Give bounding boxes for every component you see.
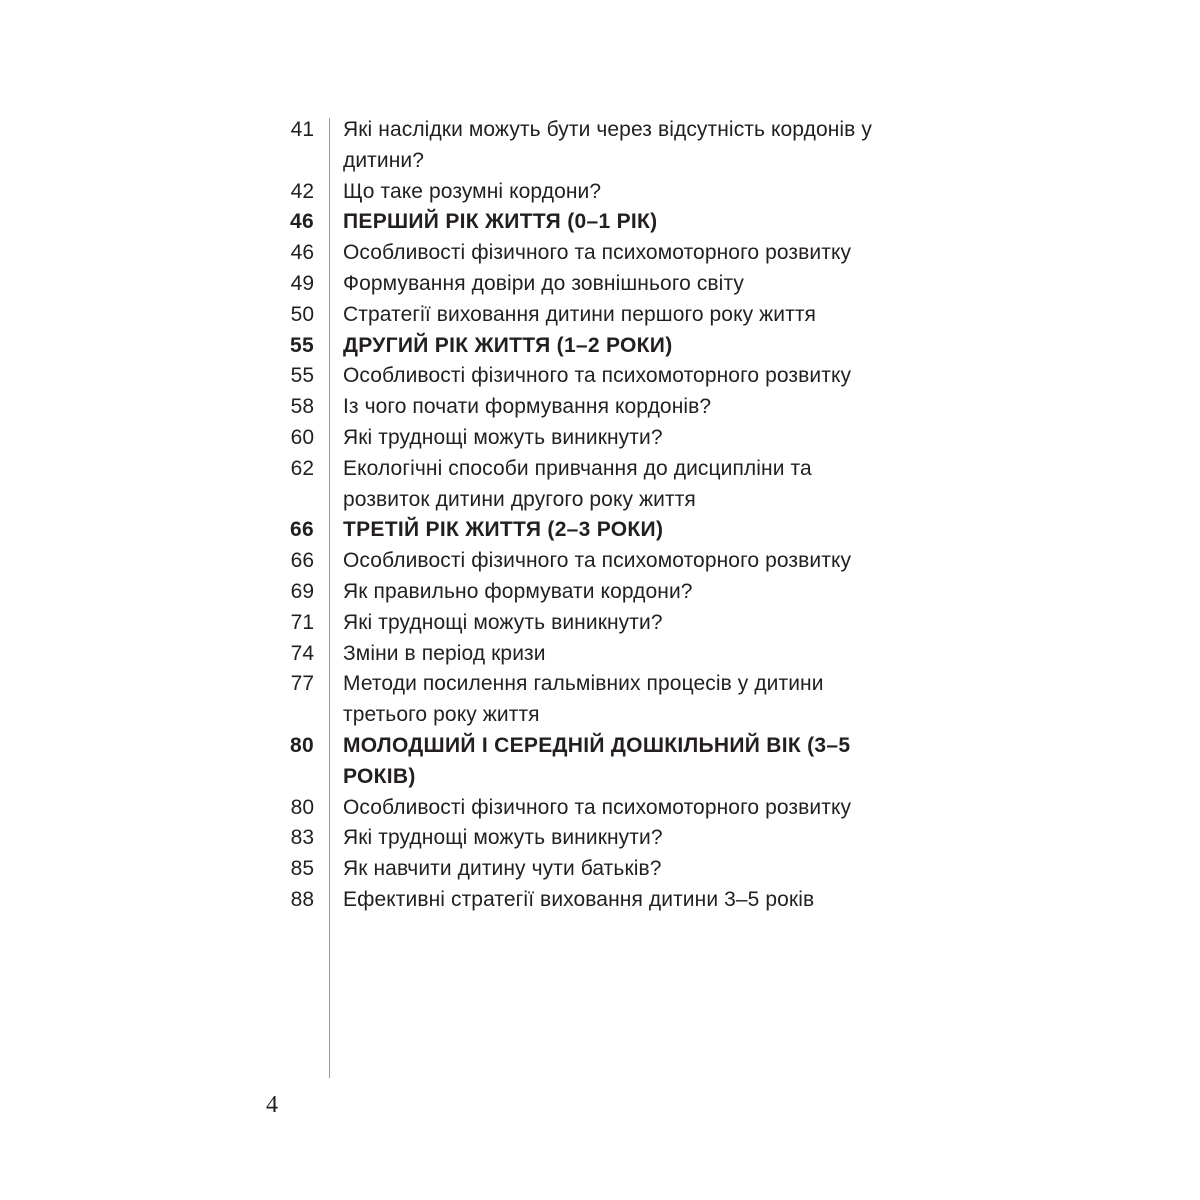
toc-entry xyxy=(270,577,930,608)
toc-entry-title: Із чого почати формування кордонів? xyxy=(343,395,712,419)
toc-entry xyxy=(270,392,930,423)
toc-entry xyxy=(270,639,930,670)
toc-section-heading xyxy=(270,331,930,362)
toc-entry-page: 66 xyxy=(290,549,314,573)
toc-entry-title: Які наслідки можуть бути через відсутність кордонів у дитини? xyxy=(343,118,872,172)
toc-entry-page: 46 xyxy=(290,210,314,234)
toc-entry xyxy=(270,238,930,269)
toc-entry-title: Як навчити дитину чути батьків? xyxy=(343,857,662,881)
toc-entry-page: 88 xyxy=(290,887,314,911)
toc-entry xyxy=(270,177,930,208)
toc-entry xyxy=(270,361,930,392)
toc-entry-title: Особливості фізичного та психомоторного розвитку xyxy=(343,364,852,388)
toc-entry xyxy=(270,454,930,516)
toc-entry xyxy=(270,608,930,639)
toc-entry xyxy=(270,115,930,177)
toc-entry-title: ТРЕТІЙ РІК ЖИТТЯ (2–3 РОКИ) xyxy=(343,518,664,542)
toc-entry-title: Методи посилення гальмівних процесів у дитини третього року життя xyxy=(343,672,824,727)
toc-section-heading xyxy=(270,731,930,793)
toc-entry-page: 49 xyxy=(290,271,314,295)
toc-entry-page: 77 xyxy=(290,672,314,696)
toc-entry-title: Ефективні стратегії виховання дитини 3–5 років xyxy=(343,887,815,911)
toc-entry-page: 83 xyxy=(290,826,314,850)
toc-entry xyxy=(270,885,930,916)
toc-entry-title: Які труднощі можуть виникнути? xyxy=(343,425,663,449)
toc-entry xyxy=(270,823,930,854)
toc-entry-page: 62 xyxy=(290,456,314,480)
toc-entry-page: 80 xyxy=(290,733,314,757)
toc-entry-title: Особливості фізичного та психомоторного розвитку xyxy=(343,241,852,265)
toc-entry-title: Особливості фізичного та психомоторного розвитку xyxy=(343,795,852,819)
toc-entry-title: Особливості фізичного та психомоторного розвитку xyxy=(343,549,852,573)
toc-entry-page: 71 xyxy=(290,610,314,634)
toc-entry xyxy=(270,793,930,824)
page-number: 4 xyxy=(266,1092,278,1118)
toc-entry-page: 41 xyxy=(290,118,314,141)
toc-entry-page: 55 xyxy=(290,333,314,357)
toc-entry xyxy=(270,423,930,454)
toc-entry-page: 80 xyxy=(290,795,314,819)
toc-entry xyxy=(270,269,930,300)
toc-entry-title: Зміни в період кризи xyxy=(343,641,546,665)
toc-entry-page: 55 xyxy=(290,364,314,388)
toc-entry-title: Стратегії виховання дитини першого року життя xyxy=(343,302,817,326)
toc-entry-title: МОЛОДШИЙ І СЕРЕДНІЙ ДОШКІЛЬНИЙ ВІК (3–5 РОКІВ) xyxy=(343,733,851,788)
toc-entry-page: 60 xyxy=(290,425,314,449)
toc-entry-title: Які труднощі можуть виникнути? xyxy=(343,610,663,634)
toc-entry-page: 74 xyxy=(290,641,314,665)
toc-entry-page: 69 xyxy=(290,579,314,603)
toc-entry-page: 50 xyxy=(290,302,314,326)
toc-entry xyxy=(270,300,930,331)
toc-entry-title: Екологічні способи привчання до дисципліни та розвиток дитини другого року життя xyxy=(343,456,812,511)
table-of-contents xyxy=(270,115,930,916)
toc-entry-title: Як правильно формувати кордони? xyxy=(343,579,693,603)
toc-section-heading xyxy=(270,515,930,546)
toc-entry-page: 46 xyxy=(290,241,314,265)
toc-entry-title: Формування довіри до зовнішнього світу xyxy=(343,271,745,295)
toc-entry-title: ПЕРШИЙ РІК ЖИТТЯ (0–1 РІК) xyxy=(343,210,658,234)
toc-section-heading xyxy=(270,207,930,238)
toc-entry xyxy=(270,546,930,577)
toc-entry-page: 85 xyxy=(290,857,314,881)
toc-entry-title: Що таке розумні кордони? xyxy=(343,179,602,203)
toc-entry xyxy=(270,669,930,731)
toc-entry-page: 42 xyxy=(290,179,314,203)
toc-entry xyxy=(270,854,930,885)
toc-entry-page: 66 xyxy=(290,518,314,542)
toc-entry-page: 58 xyxy=(290,395,314,419)
toc-entry-title: ДРУГИЙ РІК ЖИТТЯ (1–2 РОКИ) xyxy=(343,333,673,357)
toc-entry-title: Які труднощі можуть виникнути? xyxy=(343,826,663,850)
